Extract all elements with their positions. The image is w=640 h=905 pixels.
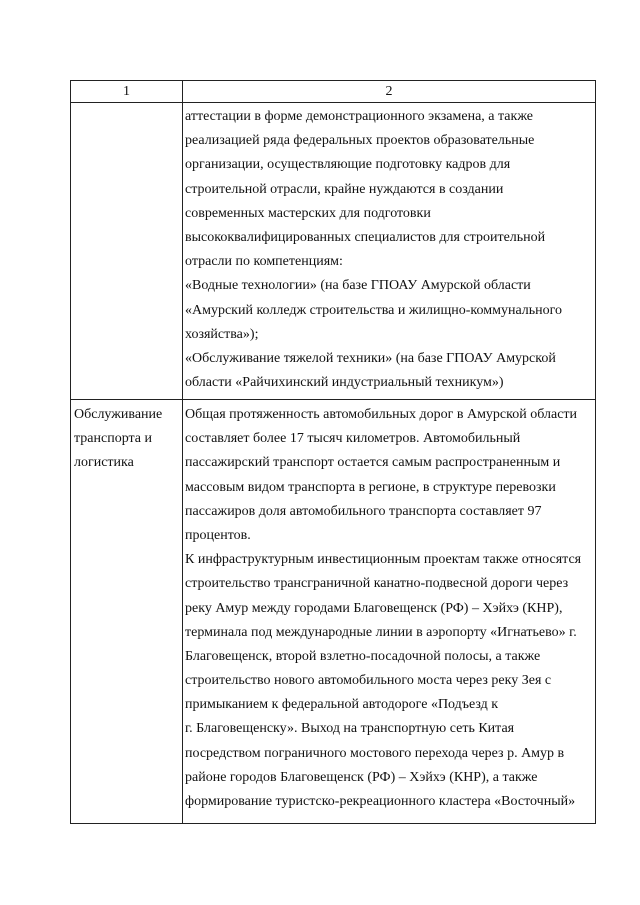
- text-line: массовым видом транспорта в регионе, в структуре перевозки: [185, 479, 556, 495]
- row-divider: [71, 399, 595, 400]
- text-line: реализацией ряда федеральных проектов образовательные: [185, 133, 535, 149]
- header-col-1: 1: [123, 84, 130, 99]
- category-line: Обслуживание: [74, 407, 163, 422]
- text-line: Благовещенск, второй взлетно-посадочной полосы, а также: [185, 648, 541, 664]
- category-line: транспорта и: [74, 431, 153, 447]
- text-line: высококвалифицированных специалистов для строительной: [185, 229, 546, 245]
- text-line: «Обслуживание тяжелой техники» (на базе ГПОАУ Амурской: [185, 350, 556, 366]
- header-divider: [71, 102, 595, 103]
- text-line: строительство трансграничной канатно-подвесной дороги через: [185, 576, 569, 592]
- text-line: отрасли по компетенциям:: [185, 254, 343, 270]
- text-line: пассажирский транспорт остается самым распространенным и: [185, 455, 561, 471]
- row1-description: [185, 105, 595, 395]
- category-line: логистика: [74, 455, 134, 471]
- text-line: формирование туристско-рекреационного кластера «Восточный»: [185, 794, 576, 809]
- text-line: области «Райчихинский индустриальный техникум»): [185, 375, 504, 391]
- text-line: строительство нового автомобильного моста через реку Зея с: [185, 673, 552, 689]
- row2-description: [185, 403, 595, 814]
- header-col-2: 2: [385, 84, 393, 99]
- text-line: современных мастерских для подготовки: [185, 205, 431, 221]
- text-line: аттестации в форме демонстрационного экзамена, а также: [185, 109, 534, 124]
- text-line: г. Благовещенску». Выход на транспортную сеть Китая: [185, 721, 515, 737]
- text-line: терминала под международные линии в аэропорту «Игнатьево» г.: [185, 624, 577, 640]
- text-line: процентов.: [185, 527, 251, 543]
- row2-category: [74, 403, 180, 476]
- text-line: составляет более 17 тысяч километров. Автомобильный: [185, 431, 521, 447]
- text-line: реку Амур между городами Благовещенск (РФ) – Хэйхэ (КНР),: [185, 600, 563, 616]
- column-divider: [182, 81, 183, 823]
- text-line: Общая протяженность автомобильных дорог в Амурской области: [185, 407, 578, 422]
- text-line: организации, осуществляющие подготовку кадров для: [185, 157, 511, 173]
- text-line: К инфраструктурным инвестиционным проектам также относятся: [185, 552, 582, 568]
- text-line: примыканием к федеральной автодороге «Подъезд к: [185, 697, 499, 713]
- content-table: [70, 80, 596, 824]
- text-line: «Водные технологии» (на базе ГПОАУ Амурской области: [185, 278, 531, 294]
- text-line: районе городов Благовещенск (РФ) – Хэйхэ (КНР), а также: [185, 769, 538, 785]
- text-line: посредством пограничного мостового перехода через р. Амур в: [185, 745, 565, 761]
- text-line: строительной отрасли, крайне нуждаются в создании: [185, 181, 504, 197]
- text-line: пассажиров доля автомобильного транспорта составляет 97: [185, 503, 542, 519]
- text-line: «Амурский колледж строительства и жилищно-коммунального: [185, 302, 563, 318]
- text-line: хозяйства»);: [185, 326, 259, 342]
